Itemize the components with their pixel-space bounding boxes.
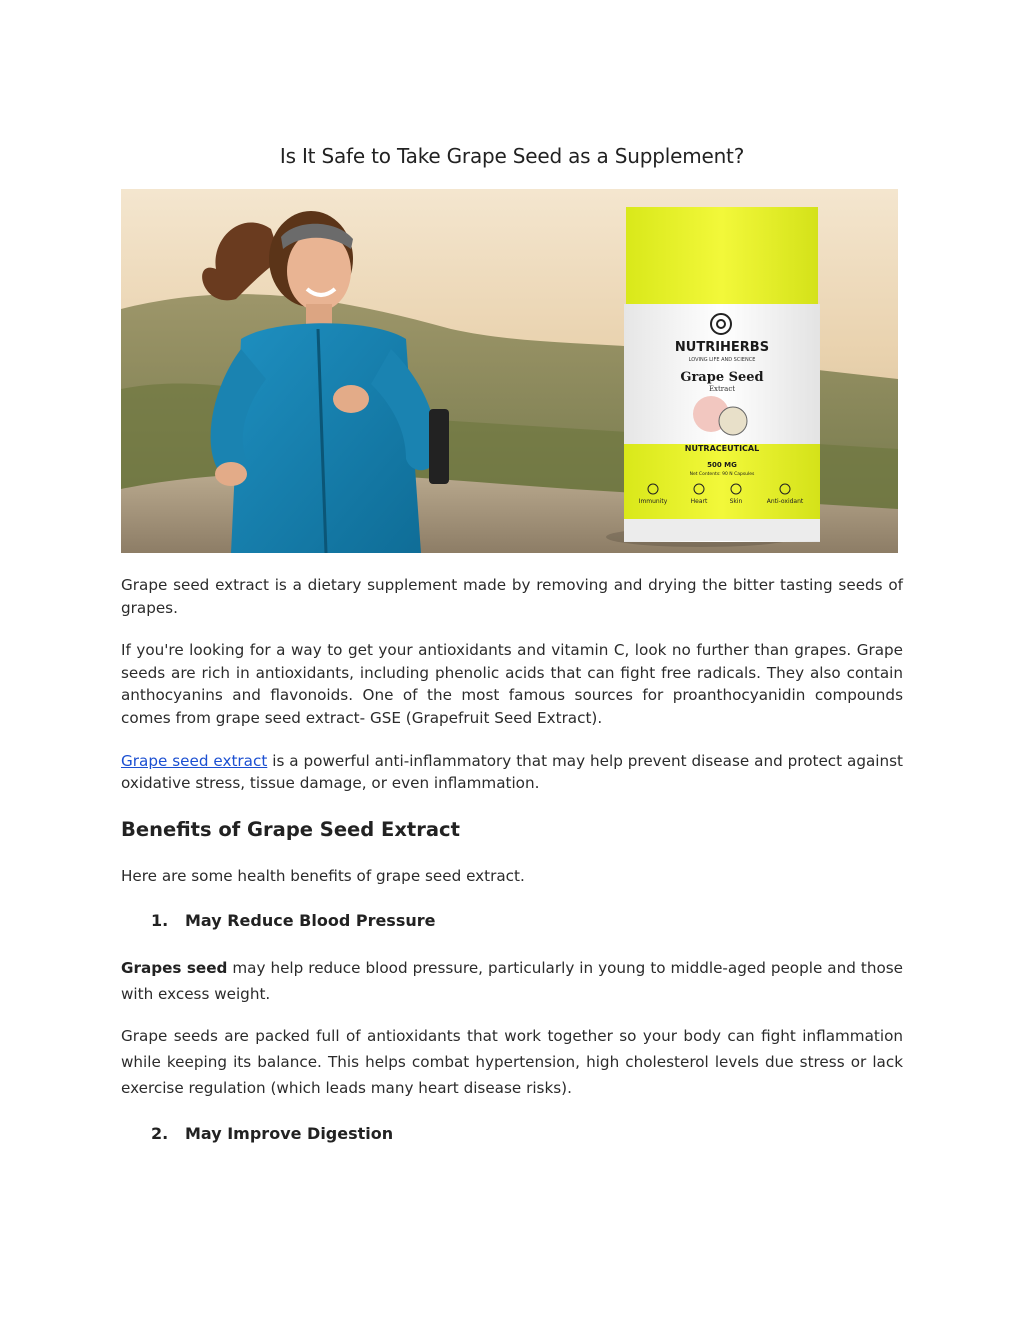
svg-text:LOVING LIFE AND SCIENCE: LOVING LIFE AND SCIENCE bbox=[688, 357, 756, 363]
grape-seed-extract-link[interactable]: Grape seed extract bbox=[121, 751, 268, 770]
list-number: 2. bbox=[151, 1123, 169, 1143]
svg-text:Net Contents: 90 N Capsules: Net Contents: 90 N Capsules bbox=[689, 472, 755, 477]
svg-text:Grape Seed: Grape Seed bbox=[680, 370, 764, 385]
product-bottle bbox=[606, 207, 820, 547]
list-item-heading bbox=[151, 1123, 903, 1146]
paragraph-blood-pressure bbox=[121, 955, 903, 1007]
paragraph-antioxidants: If you're looking for a way to get your antioxidants and vitamin C, look no further than grapes. Grape seeds are rich in antioxidants, including phenolic acids that can fight free radicals. They also contain anthocyanins and flavonoids. One of the most famous sources for proanthocyanidin compounds comes from grape seed extract- GSE (Grapefruit Seed Extract). bbox=[121, 641, 903, 727]
svg-text:NUTRACEUTICAL: NUTRACEUTICAL bbox=[684, 444, 760, 453]
paragraph-hypertension: Grape seeds are packed full of antioxidants that work together so your body can fight inflammation while keeping its balance. This helps combat hypertension, high cholesterol levels due stress or lack exercise regulation (which leads many heart disease risks). bbox=[121, 1026, 903, 1097]
section-intro: Here are some health benefits of grape seed extract. bbox=[121, 867, 525, 886]
svg-text:Immunity: Immunity bbox=[638, 498, 668, 505]
hero-image bbox=[121, 189, 898, 553]
list-number: 1. bbox=[151, 910, 169, 930]
svg-text:Anti-oxidant: Anti-oxidant bbox=[766, 498, 804, 505]
article-body bbox=[121, 574, 903, 1167]
bold-lead: Grapes seed bbox=[121, 958, 228, 977]
page-title: Is It Safe to Take Grape Seed as a Supplement? bbox=[279, 144, 745, 168]
svg-text:500 MG: 500 MG bbox=[707, 461, 737, 469]
svg-text:NUTRIHERBS: NUTRIHERBS bbox=[674, 340, 770, 355]
list-item-title: May Reduce Blood Pressure bbox=[185, 910, 436, 930]
paragraph-text: may help reduce blood pressure, particularly in young to middle-aged people and those with excess weight. bbox=[121, 958, 903, 1003]
paragraph-text: is a powerful anti-inflammatory that may help prevent disease and protect against oxidative stress, tissue damage, or even inflammation. bbox=[121, 751, 904, 793]
paragraph-intro: Grape seed extract is a dietary supplement made by removing and drying the bitter tasting seeds of grapes. bbox=[121, 576, 903, 617]
paragraph-anti-inflammatory bbox=[121, 750, 903, 795]
list-item-title: May Improve Digestion bbox=[185, 1123, 394, 1143]
svg-text:Extract: Extract bbox=[708, 385, 736, 393]
svg-text:Skin: Skin bbox=[729, 498, 743, 505]
list-item-heading bbox=[151, 910, 903, 933]
svg-text:Heart: Heart bbox=[690, 498, 708, 505]
section-heading: Benefits of Grape Seed Extract bbox=[121, 817, 460, 841]
